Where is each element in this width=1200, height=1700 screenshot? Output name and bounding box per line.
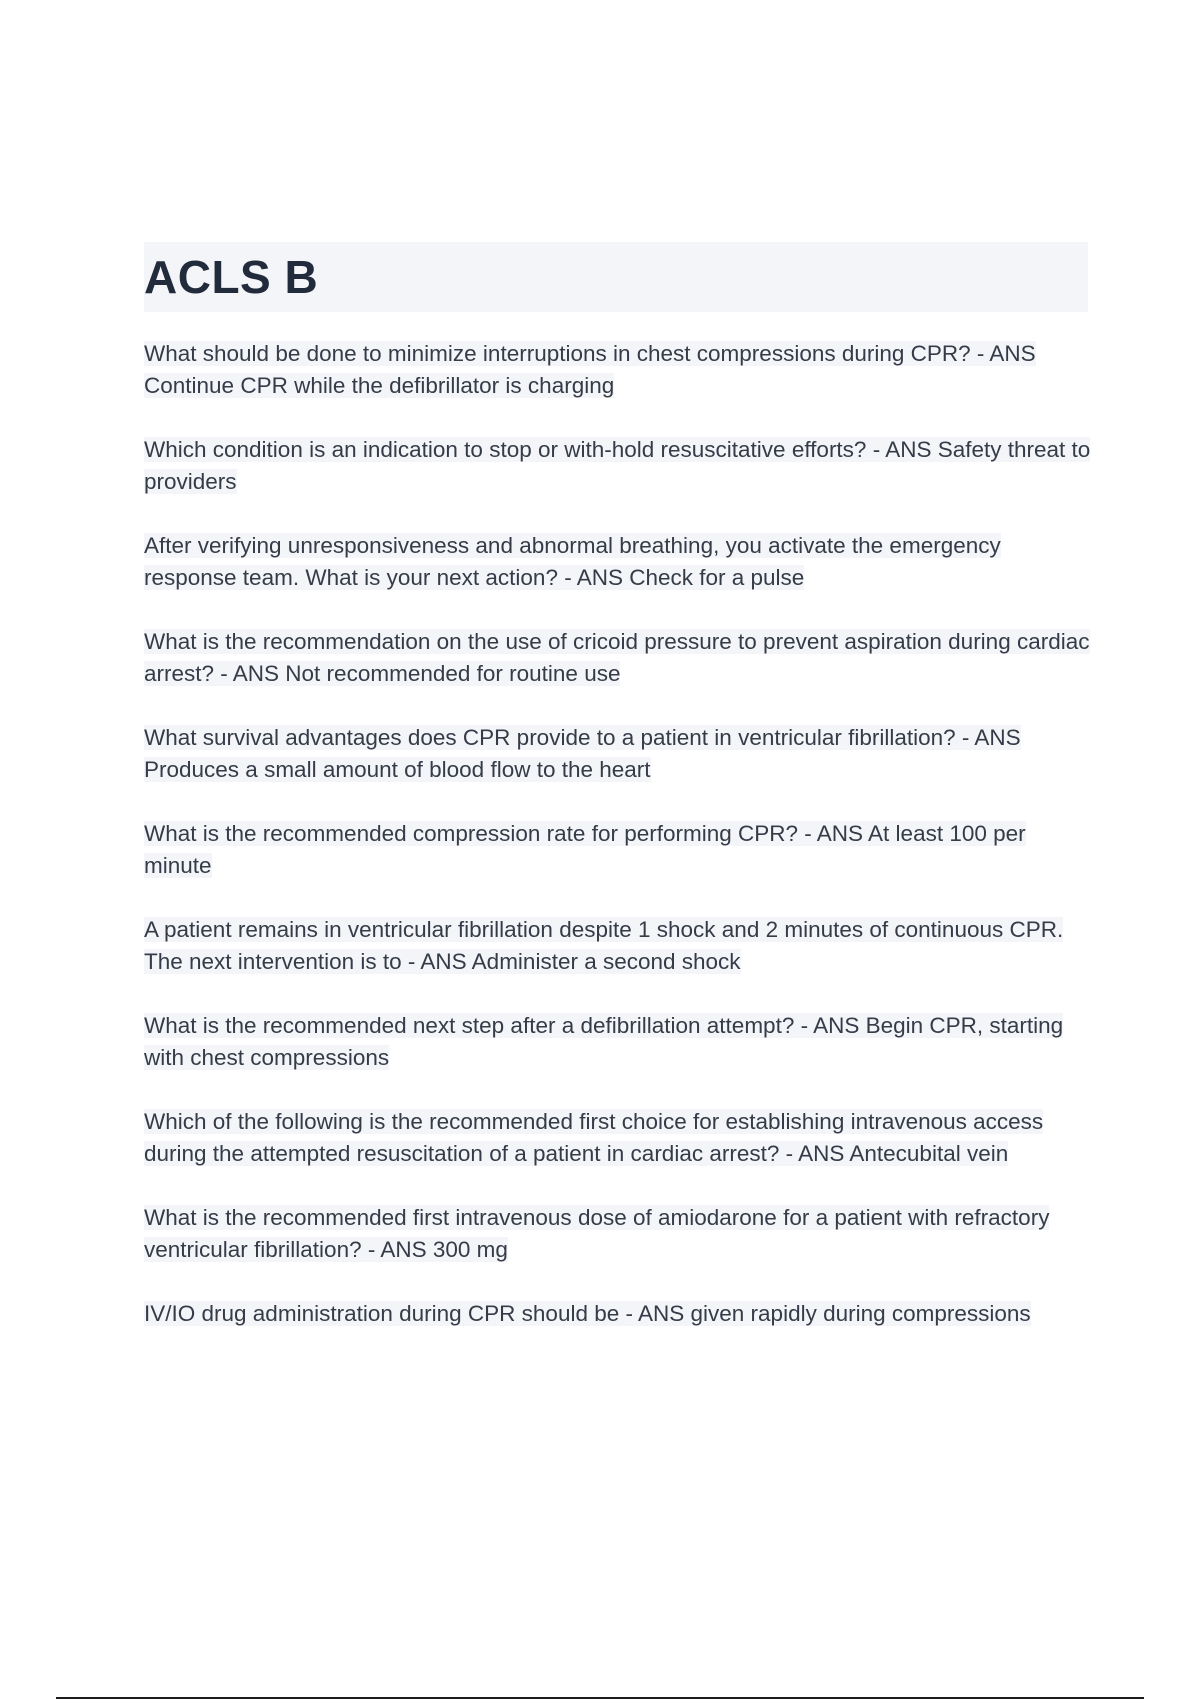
qa-list — [144, 338, 1094, 1362]
qa-item-3 — [144, 530, 1094, 594]
qa-text: What is the recommendation on the use of cricoid pressure to prevent aspiration during cardiac arrest? - ANS Not recommended for routine use — [144, 629, 1090, 686]
qa-text: What is the recommended next step after a defibrillation attempt? - ANS Begin CPR, starting with chest compressions — [144, 1013, 1064, 1070]
page-title: ACLS B — [144, 251, 319, 303]
qa-item-4 — [144, 626, 1094, 690]
qa-text: What is the recommended first intravenous dose of amiodarone for a patient with refractory ventricular fibrillation? - ANS 300 mg — [144, 1205, 1050, 1262]
qa-text: What survival advantages does CPR provide to a patient in ventricular fibrillation? - ANS Produces a small amount of blood flow to the heart — [144, 725, 1021, 782]
qa-text: What is the recommended compression rate for performing CPR? - ANS At least 100 per minute — [144, 821, 1026, 878]
qa-text: After verifying unresponsiveness and abnormal breathing, you activate the emergency response team. What is your next action? - ANS Check for a pulse — [144, 533, 1001, 590]
qa-item-5 — [144, 722, 1094, 786]
qa-item-11 — [144, 1298, 1094, 1330]
footer-divider — [56, 1697, 1144, 1699]
qa-item-6 — [144, 818, 1094, 882]
qa-item-8 — [144, 1010, 1094, 1074]
qa-item-2 — [144, 434, 1094, 498]
qa-text: IV/IO drug administration during CPR should be - ANS given rapidly during compressions — [144, 1301, 1031, 1326]
qa-text: Which condition is an indication to stop or with-hold resuscitative efforts? - ANS Safety threat to providers — [144, 437, 1091, 494]
qa-text: Which of the following is the recommended first choice for establishing intravenous access during the attempted resuscitation of a patient in cardiac arrest? - ANS Antecubital vein — [144, 1109, 1044, 1166]
qa-item-9 — [144, 1106, 1094, 1170]
qa-item-7 — [144, 914, 1094, 978]
qa-item-10 — [144, 1202, 1094, 1266]
qa-text: What should be done to minimize interruptions in chest compressions during CPR? - ANS Continue CPR while the defibrillator is charging — [144, 341, 1036, 398]
qa-item-1 — [144, 338, 1094, 402]
qa-text: A patient remains in ventricular fibrillation despite 1 shock and 2 minutes of continuous CPR. The next intervention is to - ANS Administer a second shock — [144, 917, 1064, 974]
